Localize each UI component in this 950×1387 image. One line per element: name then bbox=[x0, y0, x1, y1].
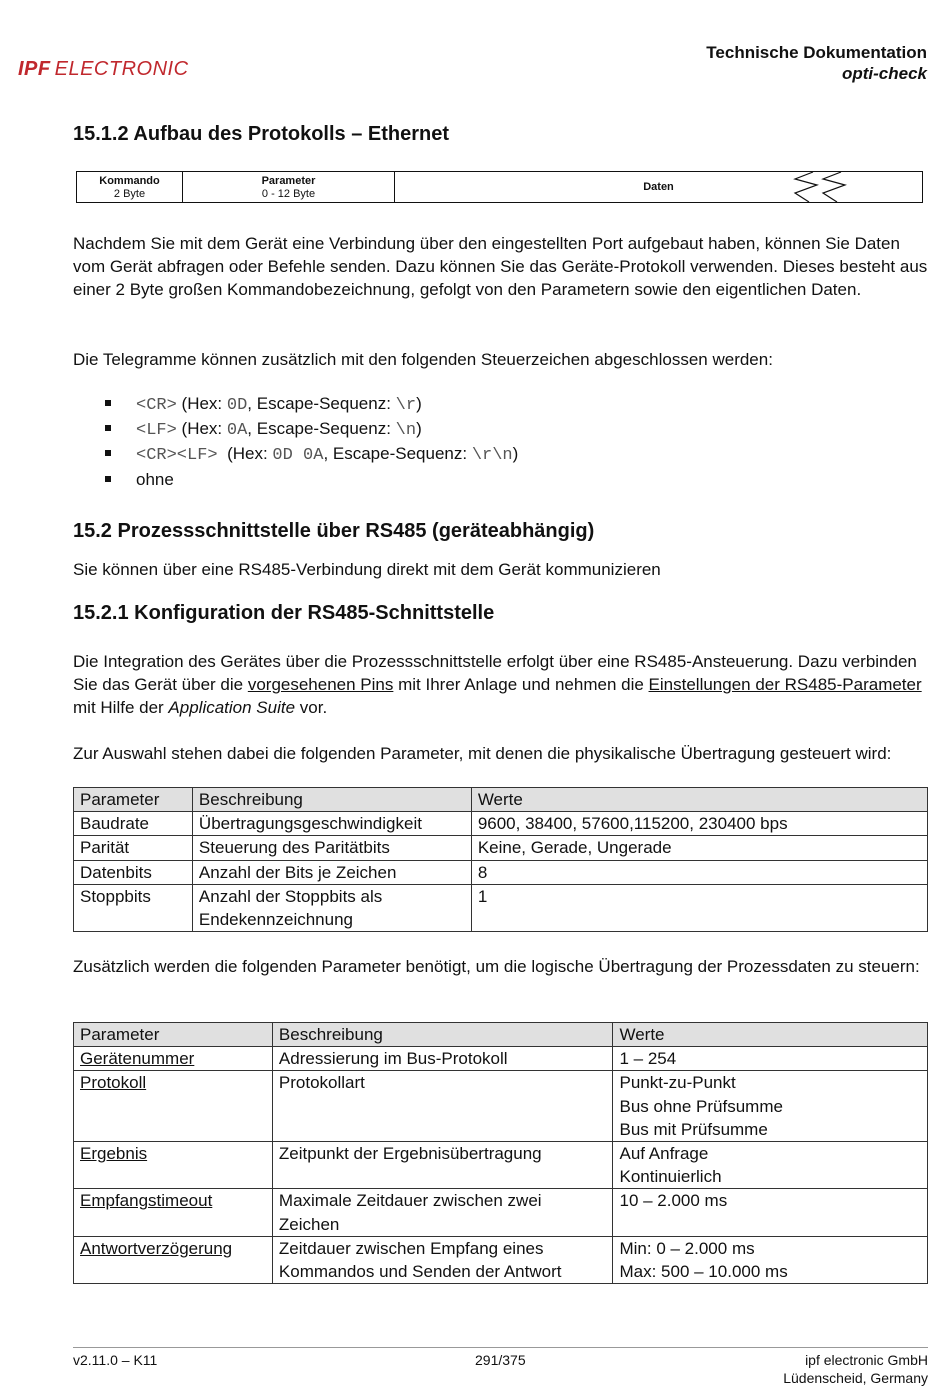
table-cell bbox=[613, 1236, 928, 1283]
table-row bbox=[74, 1047, 928, 1071]
section-heading-15-2: 15.2 Prozessschnittstelle über RS485 (geräteabhängig) bbox=[73, 520, 595, 542]
document-title: Technische Dokumentation bbox=[706, 43, 927, 62]
list-item bbox=[105, 417, 518, 442]
product-name: opti-check bbox=[841, 64, 927, 83]
footer-company bbox=[783, 1351, 928, 1387]
table-cell: Anzahl der Stoppbits als Endekennzeichnung bbox=[192, 884, 471, 931]
table-cell bbox=[613, 1047, 928, 1071]
diagram-kommando-label: Kommando bbox=[99, 175, 160, 187]
table-cell bbox=[74, 1047, 273, 1071]
escape-sequence: \n bbox=[395, 421, 417, 441]
logical-parameter-table bbox=[73, 1022, 928, 1284]
table-cell bbox=[74, 1189, 273, 1236]
footer-company-name: ipf electronic GmbH bbox=[805, 1352, 928, 1368]
application-suite-name: Application Suite bbox=[168, 698, 296, 718]
paragraph-table1-intro: Zur Auswahl stehen dabei die folgenden Parameter, mit denen die physikalische Übertragung gesteuert wird: bbox=[73, 744, 892, 763]
table-header-row bbox=[74, 1023, 928, 1047]
table-cell: Zeitpunkt der Ergebnisübertragung bbox=[272, 1142, 613, 1189]
table-cell: Stoppbits bbox=[74, 884, 193, 931]
table-cell: Keine, Gerade, Ungerade bbox=[471, 836, 927, 860]
table-cell bbox=[613, 1071, 928, 1142]
control-char-list bbox=[105, 392, 518, 491]
paragraph-connection: Nachdem Sie mit dem Gerät eine Verbindung über den eingestellten Port aufgebaut haben, können Sie Daten vom Gerät abfragen oder Befehle senden. Dazu können Sie das Geräte-Protokoll verwenden. Dieses besteht aus einer 2 Byte großen Kommandobezeichnung, gefolgt von den Parametern sowie den eigentlichen Daten. bbox=[73, 234, 928, 300]
protocol-diagram bbox=[76, 171, 923, 203]
table-header-cell: Beschreibung bbox=[272, 1023, 613, 1047]
paragraph-text: vor. bbox=[295, 698, 328, 718]
value-line: Punkt-zu-Punkt bbox=[619, 1073, 736, 1093]
value-line: Auf Anfrage bbox=[619, 1144, 709, 1164]
code-crlf: <CR><LF> bbox=[136, 446, 218, 466]
table-row bbox=[74, 1189, 928, 1236]
list-item bbox=[105, 442, 518, 467]
table-cell bbox=[74, 1142, 273, 1189]
table-header-cell: Parameter bbox=[74, 1023, 273, 1047]
paragraph-text: Die Integration des Gerätes über die Prozessschnittstelle erfolgt über eine RS485-Ansteuerung. Dazu verbinden Sie das Gerät über die bbox=[73, 652, 917, 695]
code-lf: <LF> bbox=[136, 421, 177, 441]
paragraph-text: mit Hilfe der bbox=[73, 698, 169, 718]
table-header-cell: Werte bbox=[471, 788, 927, 812]
section-heading-15-2-1: 15.2.1 Konfiguration der RS485-Schnittstelle bbox=[73, 602, 495, 624]
list-item: ohne bbox=[105, 468, 518, 491]
table-cell: Protokollart bbox=[272, 1071, 613, 1142]
table-row bbox=[74, 1236, 928, 1283]
value-line: Bus ohne Prüfsumme bbox=[619, 1096, 783, 1116]
diagram-kommando-cell bbox=[76, 171, 183, 203]
bullet-text: ) bbox=[416, 419, 422, 439]
document-header bbox=[706, 42, 927, 84]
table-cell: Übertragungsgeschwindigkeit bbox=[192, 812, 471, 836]
table-header-cell: Parameter bbox=[74, 788, 193, 812]
bullet-text: ) bbox=[416, 394, 422, 413]
table-cell: 1 bbox=[471, 884, 927, 931]
table-cell: Parität bbox=[74, 836, 193, 860]
table-header-cell: Werte bbox=[613, 1023, 928, 1047]
hex-code: 0D 0A bbox=[272, 446, 324, 466]
table-cell bbox=[74, 1071, 273, 1142]
table-cell: Zeitdauer zwischen Empfang eines Kommandos und Senden der Antwort bbox=[272, 1236, 613, 1283]
diagram-parameter-cell bbox=[182, 171, 395, 203]
table-cell bbox=[613, 1189, 928, 1236]
value-line: Kontinuierlich bbox=[619, 1167, 722, 1187]
logo-ipf: IPF bbox=[18, 58, 51, 80]
diagram-daten-label: Daten bbox=[643, 181, 674, 193]
table-row bbox=[74, 884, 928, 931]
escape-sequence: \r bbox=[395, 396, 417, 415]
bullet-text: (Hex: bbox=[176, 394, 227, 413]
table-row bbox=[74, 860, 928, 884]
value-line: Min: 0 – 2.000 ms bbox=[619, 1238, 755, 1258]
company-logo bbox=[18, 58, 189, 81]
diagram-break-icon bbox=[791, 171, 871, 203]
list-item bbox=[105, 392, 518, 417]
bullet-text: ) bbox=[512, 444, 519, 464]
value-line: 10 – 2.000 ms bbox=[619, 1191, 728, 1211]
link-antwortverzoegerung[interactable]: Antwortverzögerung bbox=[80, 1238, 233, 1258]
paragraph-telegrams: Die Telegramme können zusätzlich mit den folgenden Steuerzeichen abgeschlossen werden: bbox=[73, 350, 773, 369]
escape-sequence: \r\n bbox=[471, 446, 513, 466]
link-empfangstimeout[interactable]: Empfangstimeout bbox=[80, 1191, 213, 1211]
diagram-parameter-size: 0 - 12 Byte bbox=[261, 188, 316, 200]
physical-parameter-table bbox=[73, 787, 928, 932]
diagram-kommando-size: 2 Byte bbox=[113, 188, 146, 200]
footer-page-number: 291/375 bbox=[475, 1352, 526, 1368]
bullet-text: (Hex: bbox=[176, 419, 227, 439]
table-header-cell: Beschreibung bbox=[192, 788, 471, 812]
value-line: Max: 500 – 10.000 ms bbox=[619, 1262, 788, 1282]
paragraph-text: mit Ihrer Anlage und nehmen die bbox=[393, 675, 649, 695]
table-cell: Anzahl der Bits je Zeichen bbox=[192, 860, 471, 884]
table-cell bbox=[74, 1236, 273, 1283]
footer-divider bbox=[73, 1347, 928, 1348]
paragraph-rs485-intro: Sie können über eine RS485-Verbindung direkt mit dem Gerät kommunizieren bbox=[73, 560, 661, 579]
table-cell: Maximale Zeitdauer zwischen zwei Zeichen bbox=[272, 1189, 613, 1236]
logo-electronic: ELECTRONIC bbox=[54, 58, 189, 80]
link-rs485-parameter[interactable]: Einstellungen der RS485-Parameter bbox=[648, 675, 922, 695]
table-cell: 9600, 38400, 57600,115200, 230400 bps bbox=[471, 812, 927, 836]
link-geraetenummer[interactable]: Gerätenummer bbox=[80, 1049, 195, 1069]
link-protokoll[interactable]: Protokoll bbox=[80, 1073, 147, 1093]
bullet-text: , Escape-Sequenz: bbox=[323, 444, 472, 464]
table-cell: Steuerung des Paritätbits bbox=[192, 836, 471, 860]
bullet-text: (Hex: bbox=[217, 444, 273, 464]
value-line: Bus mit Prüfsumme bbox=[619, 1119, 768, 1139]
table-cell bbox=[613, 1142, 928, 1189]
diagram-parameter-label: Parameter bbox=[261, 175, 316, 187]
hex-code: 0A bbox=[226, 421, 248, 441]
bullet-text: , Escape-Sequenz: bbox=[247, 394, 396, 413]
table-cell: 8 bbox=[471, 860, 927, 884]
paragraph-integration bbox=[73, 650, 933, 720]
section-heading-15-1-2: 15.1.2 Aufbau des Protokolls – Ethernet bbox=[73, 123, 450, 145]
table-cell: Adressierung im Bus-Protokoll bbox=[272, 1047, 613, 1071]
paragraph-table2-intro: Zusätzlich werden die folgenden Parameter benötigt, um die logische Übertragung der Prozessdaten zu steuern: bbox=[73, 957, 920, 976]
table-cell: Baudrate bbox=[74, 812, 193, 836]
link-vorgesehene-pins[interactable]: vorgesehenen Pins bbox=[247, 675, 394, 695]
link-ergebnis[interactable]: Ergebnis bbox=[80, 1144, 148, 1164]
table-header-row bbox=[74, 788, 928, 812]
code-cr: <CR> bbox=[136, 396, 177, 415]
hex-code: 0D bbox=[226, 396, 248, 415]
value-line: 1 – 254 bbox=[619, 1049, 677, 1069]
table-row bbox=[74, 812, 928, 836]
footer-company-location: Lüdenscheid, Germany bbox=[783, 1370, 928, 1386]
table-cell: Datenbits bbox=[74, 860, 193, 884]
bullet-text: , Escape-Sequenz: bbox=[247, 419, 396, 439]
footer-version: v2.11.0 – K11 bbox=[73, 1352, 158, 1368]
table-row bbox=[74, 1142, 928, 1189]
table-row bbox=[74, 836, 928, 860]
table-row bbox=[74, 1071, 928, 1142]
